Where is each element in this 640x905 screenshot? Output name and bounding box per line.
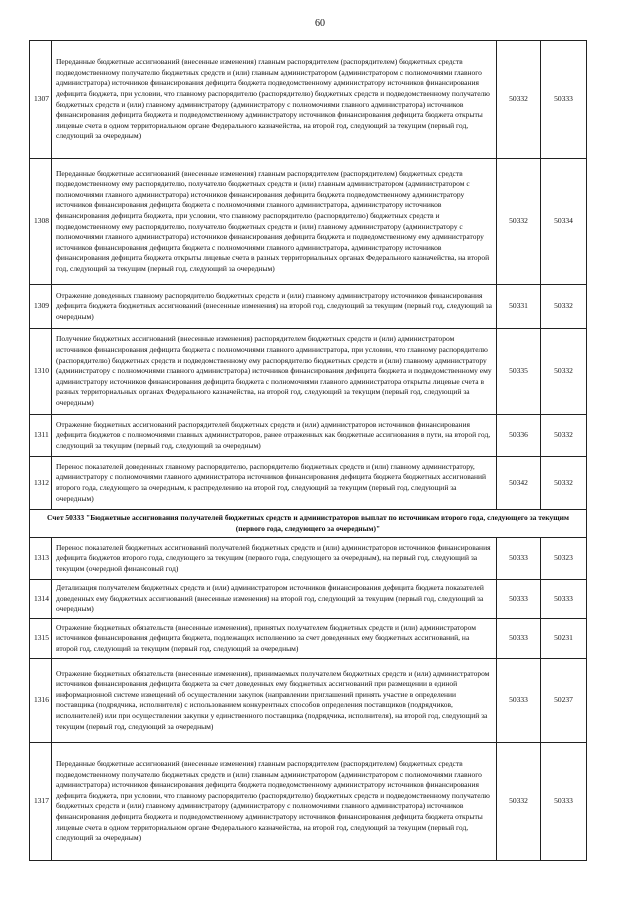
page-number: 60 (315, 18, 325, 29)
row-description: Получение бюджетных ассигнований (внесенные изменения) распорядителем бюджетных средств и (или) администратором источников финансирования дефицита бюджета с полномочиями главного администратора, при условии, что главному распорядителю (распорядителю) бюджетных средств и подведомственному ему распорядителю бюджетных средств и (или) главному администратору (администратору с полномочиями главного администратора) источников финансирования дефицита бюджета и подведомственному ему администратору источников финансирования дефицита бюджета с полномочиями главного администратора открыты лицевые счета в разных территориальных органах Федерального казначейства, на второй год, следующий за текущим (первый год, следующий за очередным) (52, 329, 497, 415)
credit-account: 50334 (541, 159, 587, 285)
credit-account: 50332 (541, 285, 587, 329)
row-number: 1316 (30, 658, 52, 742)
row-description: Переданные бюджетные ассигнований (внесенные изменения) главным распорядителем (распорядителем) бюджетных средств подведомственному получателю бюджетных средств и (или) главным администратором (администратором с полномочиями главного администратора) источников финансирования дефицита бюджета подведомственному администратору источников финансирования дефицита бюджета, при условии, что главному распорядителю (распорядителю) бюджетных средств и подведомственному получателю бюджетных средств и (или) главному администратору (администратору с полномочиями главного администратора) источников финансирования дефицита бюджета и подведомственному администратору источников финансирования дефицита бюджета открыты лицевые счета в одном территориальном органе Федерального казначейства, на второй год, следующий за текущим (первый год, следующий за очередным) (52, 742, 497, 860)
debit-account: 50333 (497, 618, 541, 658)
row-number: 1308 (30, 159, 52, 285)
credit-account: 50333 (541, 41, 587, 159)
table-row (30, 618, 587, 658)
debit-account: 50333 (497, 538, 541, 580)
table-row (30, 329, 587, 415)
row-description: Отражение доведенных главному распорядителю бюджетных средств и (или) главному администратору источников финансирования дефицита бюджета бюджетных ассигнований (внесенные изменения) на второй год, следующий за текущим (первый год, следующий за очередным) (52, 285, 497, 329)
debit-account: 50332 (497, 742, 541, 860)
row-number: 1314 (30, 580, 52, 619)
credit-account: 50332 (541, 415, 587, 457)
credit-account: 50333 (541, 742, 587, 860)
debit-account: 50342 (497, 457, 541, 510)
debit-account: 50336 (497, 415, 541, 457)
debit-account: 50333 (497, 658, 541, 742)
debit-account: 50331 (497, 285, 541, 329)
credit-account: 50237 (541, 658, 587, 742)
row-number: 1307 (30, 41, 52, 159)
debit-account: 50332 (497, 159, 541, 285)
row-number: 1317 (30, 742, 52, 860)
row-number: 1315 (30, 618, 52, 658)
table-row (30, 285, 587, 329)
row-number: 1309 (30, 285, 52, 329)
table-row (30, 538, 587, 580)
table-row (30, 415, 587, 457)
row-number: 1310 (30, 329, 52, 415)
credit-account: 50231 (541, 618, 587, 658)
row-description: Отражение бюджетных обязательств (внесенные изменения), принятых получателем бюджетных средств и (или) администратором источников финансирования дефицита бюджета, подлежащих исполнению за счет доведенных ему бюджетных ассигнований, на второй год, следующий за текущим (первый год, следующий за очередным) (52, 618, 497, 658)
table-row (30, 159, 587, 285)
row-description: Детализация получателем бюджетных средств и (или) администратором источников финансирования дефицита бюджета показателей доведенных ему бюджетных ассигнований (внесенные изменения) на второй год, следующий за текущим (первый год, следующий за очередным) (52, 580, 497, 619)
table-row (30, 41, 587, 159)
accounting-entries-table (29, 40, 587, 861)
row-description: Переданные бюджетные ассигнований (внесенные изменения) главным распорядителем (распорядителем) бюджетных средств подведомственному получателю бюджетных средств и (или) главным администратором (администратором с полномочиями главного администратора) источников финансирования дефицита бюджета подведомственному администратору источников финансирования дефицита бюджета, при условии, что главному распорядителю (распорядителю) бюджетных средств и подведомственному получателю бюджетных средств и (или) главному администратору (администратору с полномочиями главного администратора) источников финансирования дефицита бюджета и подведомственному администратору источников финансирования дефицита бюджета открыты лицевые счета в одном территориальном органе Федерального казначейства, на второй год, следующий за текущим (первый год, следующий за очередным) (52, 41, 497, 159)
row-description: Отражение бюджетных ассигнований распорядителей бюджетных средств и (или) администраторов источников финансирования дефицита бюджетов с полномочиями главных администраторов, ранее отраженных как бюджетные ассигнования в пути, на второй год, следующий за текущим (первый год, следующий за очередным) (52, 415, 497, 457)
credit-account: 50333 (541, 580, 587, 619)
table-row (30, 658, 587, 742)
table-row (30, 580, 587, 619)
credit-account: 50332 (541, 457, 587, 510)
row-description: Перенос показателей бюджетных ассигнований получателей бюджетных средств и (или) администраторов источников финансирования дефицита бюджетов второго года, следующего за текущим (первого года, следующего за очередным), на первый год, следующий за текущим (очередной финансовый год) (52, 538, 497, 580)
row-description: Отражение бюджетных обязательств (внесенные изменения), принимаемых получателем бюджетных средств и (или) администратором источников финансирования дефицита бюджета за счет доведенных ему бюджетных ассигнований при размещении в единой информационной системе извещений об осуществлении закупок (направлении приглашений принять участие в определении поставщика (подрядчика, исполнителя) с использованием конкурентных способов определения поставщиков (подрядчиков, исполнителей) или при осуществлении закупки у единственного поставщика (подрядчика, исполнителя), на второй год, следующий за текущим (первый год, следующий за очередным) (52, 658, 497, 742)
debit-account: 50335 (497, 329, 541, 415)
row-description: Переданные бюджетные ассигнований (внесенные изменения) главным распорядителем (распорядителем) бюджетных средств подведомственному ему распорядителю, получателю бюджетных средств и (или) главным администратором (администратором с полномочиями главного администратора) источников финансирования дефицита бюджета подведомственному администратору источников финансирования дефицита бюджета с полномочиями главного администратора, администратору источников финансирования дефицита бюджета, при условии, что главному распорядителю (распорядителю) бюджетных средств и подведомственному ему распорядителю, получателю бюджетных средств и (или) главному администратору (администратору с полномочиями главного администратора) источников финансирования дефицита бюджета и подведомственному ему администратору источников финансирования дефицита бюджета с полномочиями главного администратора, администратору источников финансирования дефицита бюджета открыты лицевые счета в разных территориальных органах Федерального казначейства, на второй год, следующий за текущим (первый год, следующий за очередным) (52, 159, 497, 285)
account-section-title: Счет 50333 "Бюджетные ассигнования получателей бюджетных средств и администраторов выплат по источникам второго года, следующего за текущим (первого года, следующего за очередным)" (30, 510, 587, 538)
credit-account: 50332 (541, 329, 587, 415)
table-row (30, 457, 587, 510)
row-number: 1312 (30, 457, 52, 510)
table-row (30, 742, 587, 860)
credit-account: 50323 (541, 538, 587, 580)
row-number: 1313 (30, 538, 52, 580)
row-number: 1311 (30, 415, 52, 457)
section-header-row (30, 510, 587, 538)
debit-account: 50332 (497, 41, 541, 159)
row-description: Перенос показателей доведенных главному распорядителю, распорядителю бюджетных средств и (или) главному администратору, администратору с полномочиями главного администратора источников финансирования дефицита бюджета бюджетных ассигнований второго года, следующего за очередным, к распределению на второй год, следующий за текущим (первый год, следующий за очередным) (52, 457, 497, 510)
debit-account: 50333 (497, 580, 541, 619)
